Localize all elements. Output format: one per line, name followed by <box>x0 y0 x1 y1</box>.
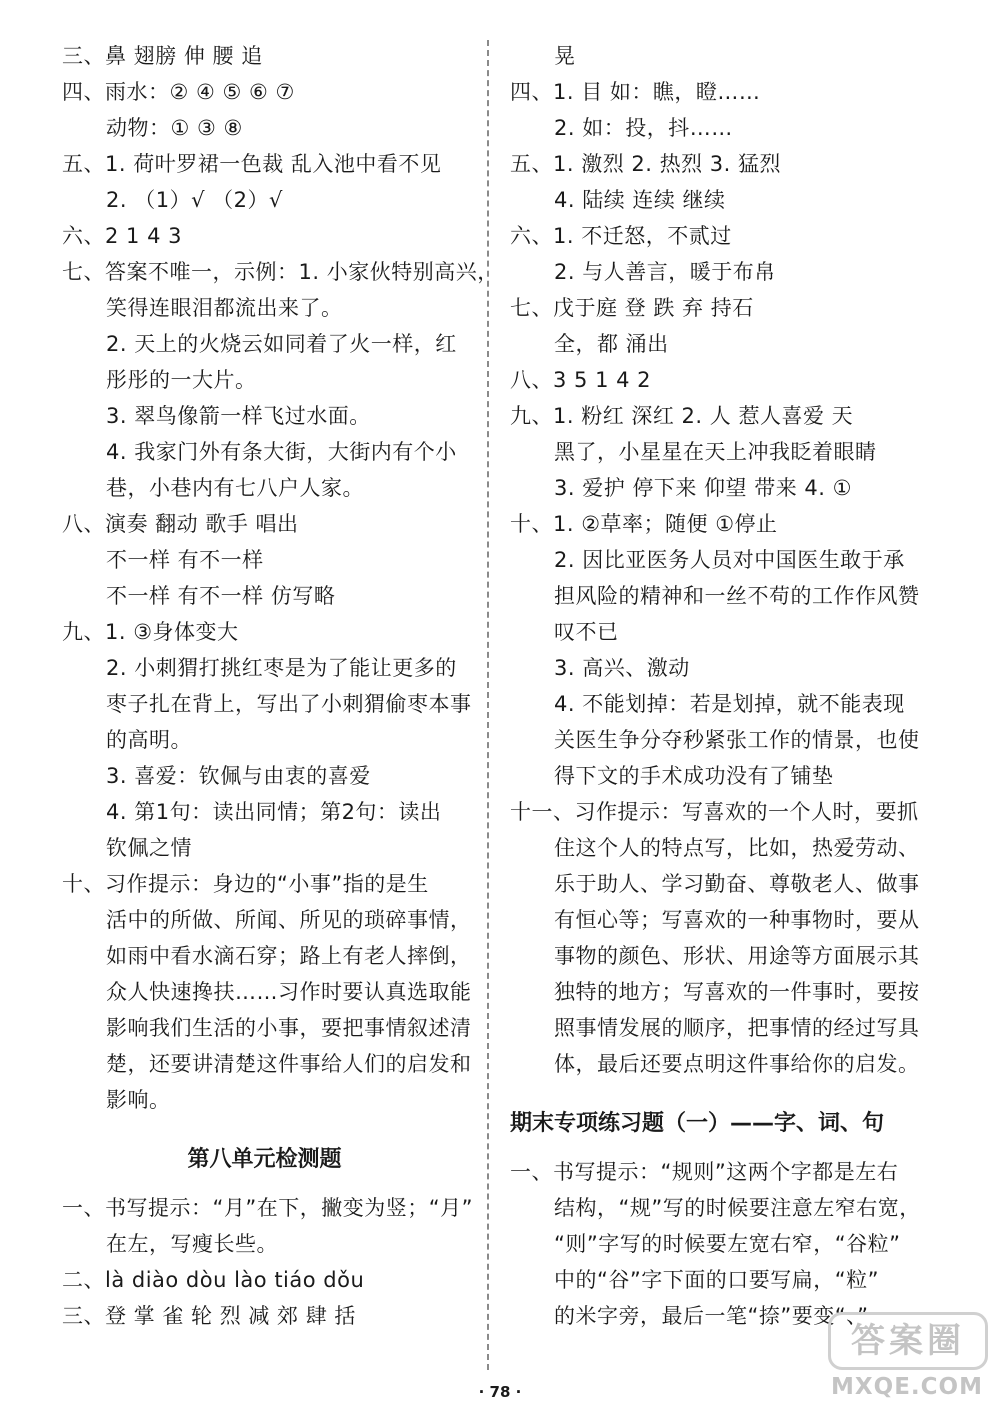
answer-line: 2. 天上的火烧云如同着了火一样，红 <box>106 332 457 356</box>
answer-line: 枣子扎在背上，写出了小刺猬偷枣本事 <box>106 692 472 716</box>
answer-line: 2. （1）√ （2）√ <box>106 188 283 212</box>
answer-line: 钦佩之情 <box>106 836 192 860</box>
answer-line: “则”字写的时候要左宽右窄，“谷粒” <box>554 1232 901 1256</box>
watermark-text: MXQE.COM <box>831 1374 983 1400</box>
answer-line: 一、书写提示：“规则”这两个字都是左右 <box>510 1160 899 1184</box>
answer-line: 4. 我家门外有条大街，大街内有个小 <box>106 440 457 464</box>
answer-line: 乐于助人、学习勤奋、尊敬老人、做事 <box>554 872 920 896</box>
answer-line: 2. 小刺猬打挑红枣是为了能让更多的 <box>106 656 457 680</box>
left-column <box>62 38 499 1334</box>
answer-line: 关医生争分夺秒紧张工作的情景，也使 <box>554 728 920 752</box>
answer-line: 八、3 5 1 4 2 <box>510 368 652 392</box>
answer-line: 十、习作提示：身边的“小事”指的是生 <box>62 872 429 896</box>
answer-line: 的高明。 <box>106 728 192 752</box>
spacer <box>510 1142 915 1154</box>
answer-line: 九、1. ③身体变大 <box>62 620 239 644</box>
answer-line: 担风险的精神和一丝不苟的工作作风赞 <box>554 584 920 608</box>
answer-line: 九、1. 粉红 深红 2. 人 惹人喜爱 天 <box>510 404 854 428</box>
watermark <box>822 1312 992 1402</box>
answer-line: 4. 陆续 连续 继续 <box>554 188 726 212</box>
answer-line: 一、书写提示：“月”在下，撇变为竖；“月” <box>62 1196 474 1220</box>
answer-line: 2. 如：投，抖…… <box>554 116 733 140</box>
answer-line: 七、答案不唯一，示例：1. 小家伙特别高兴， <box>62 260 499 284</box>
answer-line: 2. 因比亚医务人员对中国医生敢于承 <box>554 548 905 572</box>
answer-line: 十一、习作提示：写喜欢的一个人时，要抓 <box>510 800 919 824</box>
answer-line: 结构，“规”写的时候要注意左窄右宽， <box>554 1196 921 1220</box>
answer-line: 活中的所做、所闻、所见的琐碎事情， <box>106 908 472 932</box>
column-divider <box>487 40 489 1370</box>
answer-line: 影响。 <box>106 1088 171 1112</box>
answer-line: 不一样 有不一样 仿写略 <box>106 584 336 608</box>
answer-line: 不一样 有不一样 <box>106 548 264 572</box>
spacer <box>510 1082 915 1106</box>
answer-line: 二、là diào dòu lào tiáo dǒu <box>62 1268 365 1292</box>
spacer <box>62 1178 467 1190</box>
answer-line: 三、登 掌 雀 轮 烈 减 郊 肆 括 <box>62 1304 356 1328</box>
answer-line: 4. 不能划掉：若是划掉，就不能表现 <box>554 692 905 716</box>
answer-line: 3. 翠鸟像箭一样飞过水面。 <box>106 404 371 428</box>
answer-line: 独特的地方；写喜欢的一件事时，要按 <box>554 980 920 1004</box>
answer-line: 在左，写瘦长些。 <box>106 1232 278 1256</box>
answer-line: 照事情发展的顺序，把事情的经过写具 <box>554 1016 920 1040</box>
answer-line: 三、鼻 翅膀 伸 腰 追 <box>62 44 263 68</box>
answer-line: 4. 第1句：读出同情；第2句：读出 <box>106 800 442 824</box>
answer-line: 3. 喜爱：钦佩与由衷的喜爱 <box>106 764 371 788</box>
answer-line: 八、演奏 翻动 歌手 唱出 <box>62 512 299 536</box>
answer-line: 巷，小巷内有七八户人家。 <box>106 476 364 500</box>
answer-line: 有恒心等；写喜欢的一种事物时，要从 <box>554 908 920 932</box>
spacer <box>62 1118 467 1142</box>
answer-line: 晃 <box>554 44 576 68</box>
answer-line: 事物的颜色、形状、用途等方面展示其 <box>554 944 920 968</box>
answer-line: 叹不已 <box>554 620 619 644</box>
answer-line: 3. 爱护 停下来 仰望 带来 4. ① <box>554 476 852 500</box>
answer-line: 住这个人的特点写，比如，热爱劳动、 <box>554 836 920 860</box>
answer-line: 彤彤的一大片。 <box>106 368 257 392</box>
answer-line: 五、1. 激烈 2. 热烈 3. 猛烈 <box>510 152 781 176</box>
answer-line: 七、戊于庭 登 跌 弃 持石 <box>510 296 754 320</box>
answer-line: 2. 与人善言，暖于布帛 <box>554 260 776 284</box>
section-title: 第八单元检测题 <box>187 1147 342 1172</box>
answer-line: 全，都 涌出 <box>554 332 669 356</box>
answer-line: 五、1. 荷叶罗裙一色裁 乱入池中看不见 <box>62 152 442 176</box>
answer-line: 楚，还要讲清楚这件事给人们的启发和 <box>106 1052 472 1076</box>
answer-line: 中的“谷”字下面的口要写扁，“粒” <box>554 1268 880 1292</box>
answer-line: 的米字旁，最后一笔“捺”要变“、” <box>554 1304 869 1328</box>
answer-line: 众人快速搀扶……习作时要认真选取能 <box>106 980 472 1004</box>
answer-line: 笑得连眼泪都流出来了。 <box>106 296 343 320</box>
answer-line: 得下文的手术成功没有了铺垫 <box>554 764 834 788</box>
answer-line: 如雨中看水滴石穿；路上有老人摔倒， <box>106 944 472 968</box>
section-title: 期末专项练习题（一）——字、词、句 <box>510 1111 885 1136</box>
page-number: · 78 · <box>478 1383 522 1401</box>
answer-line: 六、2 1 4 3 <box>62 224 182 248</box>
answer-line: 体，最后还要点明这件事给你的启发。 <box>554 1052 920 1076</box>
answer-line: 动物：① ③ ⑧ <box>106 116 243 140</box>
watermark-logo: 答案圈 <box>828 1312 988 1370</box>
answer-line: 影响我们生活的小事，要把事情叙述清 <box>106 1016 472 1040</box>
answer-line: 四、1. 目 如：瞧，瞪…… <box>510 80 761 104</box>
answer-line: 十、1. ②草率；随便 ①停止 <box>510 512 778 536</box>
answer-line: 六、1. 不迁怒，不贰过 <box>510 224 732 248</box>
answer-line: 3. 高兴、激动 <box>554 656 690 680</box>
answer-line: 四、雨水：② ④ ⑤ ⑥ ⑦ <box>62 80 295 104</box>
right-column <box>510 38 921 1334</box>
answer-line: 黑了，小星星在天上冲我眨着眼睛 <box>554 440 877 464</box>
